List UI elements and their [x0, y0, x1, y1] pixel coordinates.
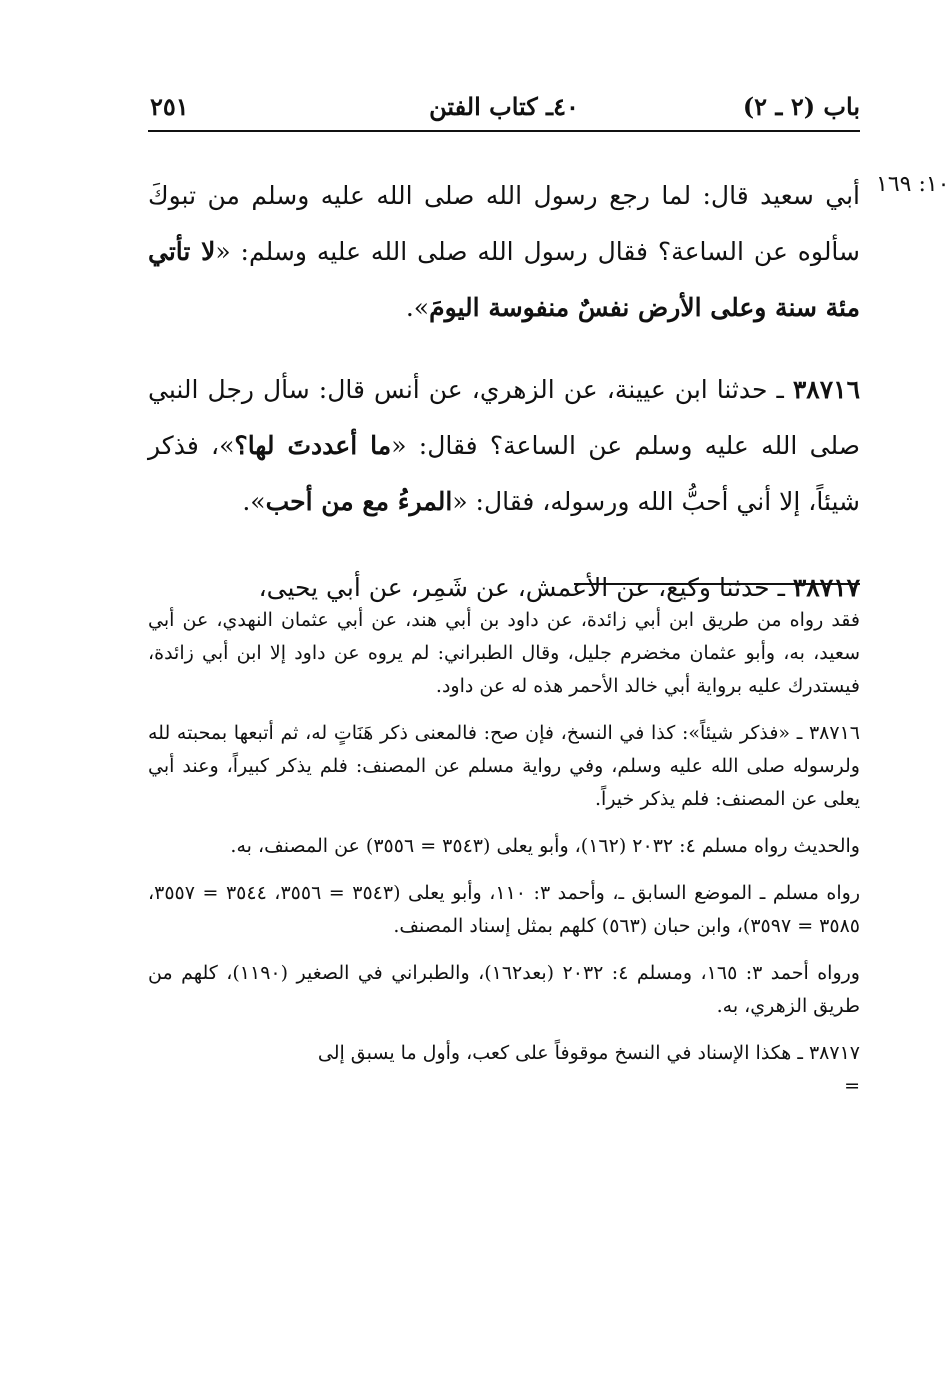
footnote: فقد رواه من طريق ابن أبي زائدة، عن داود بن أبي هند، عن أبي عثمان النهدي، عن أبي سعيد، به، وأبو عثمان مخضرم جليل، وقال الطبراني: لم يروه عن داود إلا ابن أبي زائدة، فيستدرك عليه برواية أبي خالد الأحمر هذه له عن داود. — [148, 609, 860, 697]
hadith-quote: المرءُ مع من أحب — [265, 487, 453, 516]
page-header — [148, 88, 860, 132]
chapter-title: باب (٢ ـ ٢) — [742, 92, 860, 121]
footnote: ورواه أحمد ٣: ١٦٥، ومسلم ٤: ٢٠٣٢ (بعد١٦٢)، والطبراني في الصغير (١١٩٠)، كلهم من طريق الزهري، به. — [148, 962, 860, 1017]
main-text — [148, 168, 860, 646]
book-title: ٤٠ـ كتاب الفتن — [429, 92, 579, 121]
hadith-text: »، فذكر شيئاً، إلا أني أحبُّ الله ورسوله، فقال: « — [148, 431, 860, 516]
hadith-quote: ما أعددتَ لها؟ — [234, 431, 392, 460]
margin-reference: ١٠: ١٦٩ — [876, 172, 950, 197]
footnote: ٣٨٧١٧ ـ هكذا الإسناد في النسخ موقوفاً على كعب، وأول ما يسبق إلى — [317, 1042, 860, 1064]
continuation-mark: = — [844, 1075, 860, 1097]
paragraph-1 — [148, 168, 860, 336]
hadith-quote: لا تأتي مئة سنة وعلى الأرض نفسٌ منفوسة اليومَ — [148, 237, 860, 322]
footnote: والحديث رواه مسلم ٤: ٢٠٣٢ (١٦٢)، وأبو يعلى (٣٥٤٣ = ٣٥٥٦) عن المصنف، به. — [230, 835, 860, 857]
hadith-number: ٣٨٧١٦ — [792, 375, 860, 404]
footnote-separator — [574, 583, 860, 585]
page-number: ٢٥١ — [150, 92, 189, 121]
hadith-text: ـ حدثنا ابن عيينة، عن الزهري، عن أنس قال: سأل رجل النبي صلى الله عليه وسلم عن الساعة؟ فقال: « — [148, 375, 860, 460]
footnotes — [148, 604, 860, 1117]
paragraph-1-text: أبي سعيد قال: لما رجع رسول الله صلى الله عليه وسلم من تبوكَ سألوه عن الساعة؟ فقال رسول الله صلى الله عليه وسلم: « — [148, 181, 860, 266]
hadith-38716 — [148, 362, 860, 530]
quote-end: ». — [405, 293, 430, 322]
footnote: ٣٨٧١٦ ـ «فذكر شيئاً»: كذا في النسخ، فإن صح: فالمعنى ذكر هَنَاتٍ له، ثم أتبعها بمحبته لله ولرسوله صلى الله عليه وسلم، وفي رواية مسلم عن المصنف: فلم يذكر كبيراً، وعند أبي يعلى عن المصنف: فلم يذكر خيراً. — [148, 722, 860, 810]
quote-end: ». — [242, 487, 266, 516]
hadith-text: ـ حدثنا وكيع، عن الأعمش، عن شَمِر، عن أبي يحيى، — [258, 573, 793, 602]
hadith-number: ٣٨٧١٧ — [792, 573, 860, 602]
footnote: رواه مسلم ـ الموضع السابق ـ، وأحمد ٣: ١١٠، وأبو يعلى (٣٥٤٣ = ٣٥٥٦، ٣٥٤٤ = ٣٥٥٧، ٣٥٨٥ = ٣٥٩٧)، وابن حبان (٥٦٣) كلهم بمثل إسناد المصنف. — [148, 882, 860, 937]
